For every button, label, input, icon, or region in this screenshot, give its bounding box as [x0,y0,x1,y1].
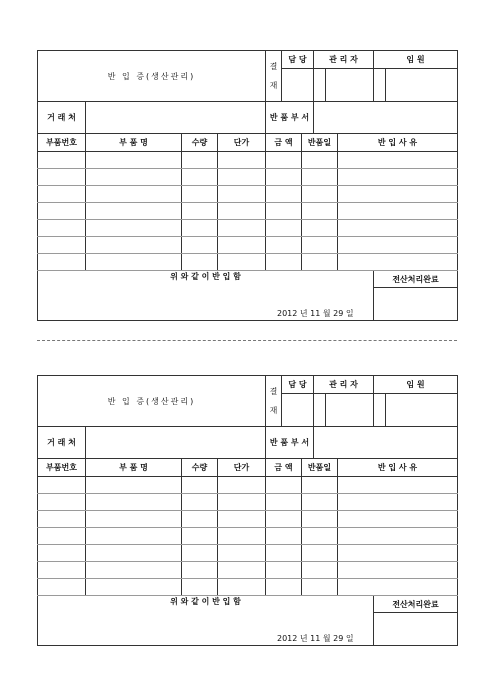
return-form-top [37,50,457,321]
col-header-part-no: 부품번호 [38,134,86,152]
cell[interactable] [182,579,218,596]
cell[interactable] [338,152,458,169]
col-header-reason: 반 입 사 유 [338,459,458,477]
table-row [38,579,458,596]
cell[interactable] [218,186,266,203]
cell[interactable] [266,562,302,579]
cell[interactable] [182,152,218,169]
cell[interactable] [182,169,218,186]
cell[interactable] [338,477,458,494]
issue-date: 2012 년 11 월 29 일 [277,309,354,318]
cell[interactable] [182,477,218,494]
dept-label: 반 품 부 서 [266,102,314,134]
statement-text: 위 와 같 이 반 입 함 [170,597,241,606]
approver-header-1: 담 당 [282,51,314,69]
cell[interactable] [266,169,302,186]
cell[interactable] [86,477,182,494]
approver-sign-box[interactable] [386,394,458,427]
col-header-qty: 수량 [182,134,218,152]
cell[interactable] [218,562,266,579]
cell[interactable] [38,477,86,494]
cell[interactable] [38,579,86,596]
cell[interactable] [266,579,302,596]
approver-sign-box[interactable] [326,394,374,427]
cell[interactable] [266,152,302,169]
cell[interactable] [86,203,182,220]
cell[interactable] [266,494,302,511]
cell[interactable] [86,220,182,237]
cell[interactable] [182,494,218,511]
cell[interactable] [182,511,218,528]
table-row [38,169,458,186]
cell[interactable] [182,545,218,562]
cell[interactable] [266,186,302,203]
col-header-return-date: 반품일 [302,134,338,152]
cell[interactable] [38,237,86,254]
dept-field[interactable] [314,427,458,459]
cell[interactable] [182,220,218,237]
cell[interactable] [182,203,218,220]
approver-header-1: 담 당 [282,376,314,394]
client-label: 거 래 처 [38,427,86,459]
cell[interactable] [266,237,302,254]
cell[interactable] [218,528,266,545]
cell[interactable] [218,477,266,494]
cell[interactable] [302,220,338,237]
return-form-bottom [37,375,457,646]
cell[interactable] [218,152,266,169]
cell[interactable] [302,169,338,186]
col-header-reason: 반 입 사 유 [338,134,458,152]
cell[interactable] [302,511,338,528]
cell[interactable] [302,186,338,203]
col-header-return-date: 반품일 [302,459,338,477]
cell[interactable] [338,511,458,528]
cell[interactable] [182,562,218,579]
table-row [38,494,458,511]
completion-box[interactable] [374,613,458,646]
col-header-unit-price: 단가 [218,459,266,477]
cell[interactable] [302,203,338,220]
form-title: 반 입 증(생산관리) [38,51,266,102]
cell[interactable] [218,511,266,528]
completion-box[interactable] [374,288,458,321]
approval-label: 결 재 [266,51,282,102]
cell[interactable] [266,220,302,237]
cell[interactable] [86,511,182,528]
col-header-part-name: 부 품 명 [86,459,182,477]
table-row [38,511,458,528]
completion-label: 전산처리완료 [374,596,458,613]
cell[interactable] [338,169,458,186]
approval-label: 결 재 [266,376,282,427]
table-row [38,220,458,237]
cell[interactable] [338,494,458,511]
cell[interactable] [266,528,302,545]
statement-text: 위 와 같 이 반 입 함 [170,272,241,281]
table-row [38,203,458,220]
cell[interactable] [338,528,458,545]
cell[interactable] [38,220,86,237]
table-row [38,254,458,271]
table-row [38,545,458,562]
approver-sign-box[interactable] [374,394,386,427]
cell[interactable] [302,545,338,562]
cell[interactable] [302,528,338,545]
approver-sign-box[interactable] [314,394,326,427]
cell[interactable] [86,562,182,579]
col-header-part-no: 부품번호 [38,459,86,477]
cell[interactable] [86,186,182,203]
table-row [38,562,458,579]
approver-header-2: 관 리 자 [314,51,374,69]
cell[interactable] [86,494,182,511]
cell[interactable] [38,528,86,545]
cell[interactable] [338,203,458,220]
cell[interactable] [38,545,86,562]
cell[interactable] [338,254,458,271]
cell[interactable] [338,220,458,237]
approver-sign-box[interactable] [282,69,314,102]
cell[interactable] [266,545,302,562]
dept-field[interactable] [314,102,458,134]
table-row [38,186,458,203]
approver-sign-box[interactable] [386,69,458,102]
cell[interactable] [338,579,458,596]
cell[interactable] [218,254,266,271]
col-header-amount: 금 액 [266,459,302,477]
table-row [38,237,458,254]
cell[interactable] [302,562,338,579]
cell[interactable] [38,152,86,169]
form-title: 반 입 증(생산관리) [38,376,266,427]
completion-label: 전산처리완료 [374,271,458,288]
cell[interactable] [338,186,458,203]
approver-header-3: 임 원 [374,51,458,69]
issue-date: 2012 년 11 월 29 일 [277,634,354,643]
cell[interactable] [38,562,86,579]
approver-header-3: 임 원 [374,376,458,394]
cell[interactable] [86,169,182,186]
cell[interactable] [218,203,266,220]
cell[interactable] [218,220,266,237]
cell[interactable] [218,169,266,186]
cut-line [37,340,457,341]
cell[interactable] [182,186,218,203]
client-label: 거 래 처 [38,102,86,134]
cell[interactable] [338,545,458,562]
cell[interactable] [266,477,302,494]
cell[interactable] [182,237,218,254]
cell[interactable] [338,237,458,254]
cell[interactable] [86,545,182,562]
col-header-qty: 수량 [182,459,218,477]
cell[interactable] [38,186,86,203]
approver-sign-box[interactable] [326,69,374,102]
cell[interactable] [302,254,338,271]
col-header-part-name: 부 품 명 [86,134,182,152]
col-header-unit-price: 단가 [218,134,266,152]
cell[interactable] [38,494,86,511]
approver-sign-box[interactable] [374,69,386,102]
cell[interactable] [182,254,218,271]
approver-header-2: 관 리 자 [314,376,374,394]
table-row [38,477,458,494]
cell[interactable] [86,579,182,596]
approver-sign-box[interactable] [282,394,314,427]
cell[interactable] [86,528,182,545]
form-table [37,375,458,646]
cell[interactable] [302,494,338,511]
cell[interactable] [266,254,302,271]
client-field[interactable] [86,102,266,134]
cell[interactable] [38,511,86,528]
cell[interactable] [86,237,182,254]
cell[interactable] [338,562,458,579]
table-row [38,528,458,545]
approver-sign-box[interactable] [314,69,326,102]
cell[interactable] [302,477,338,494]
col-header-amount: 금 액 [266,134,302,152]
cell[interactable] [38,203,86,220]
cell[interactable] [302,579,338,596]
cell[interactable] [86,152,182,169]
dept-label: 반 품 부 서 [266,427,314,459]
cell[interactable] [218,494,266,511]
table-row [38,152,458,169]
cell[interactable] [182,528,218,545]
cell[interactable] [38,254,86,271]
form-table [37,50,458,321]
cell[interactable] [38,169,86,186]
cell[interactable] [218,237,266,254]
cell[interactable] [266,511,302,528]
cell[interactable] [218,579,266,596]
client-field[interactable] [86,427,266,459]
cell[interactable] [266,203,302,220]
cell[interactable] [302,237,338,254]
cell[interactable] [302,152,338,169]
cell[interactable] [218,545,266,562]
cell[interactable] [86,254,182,271]
